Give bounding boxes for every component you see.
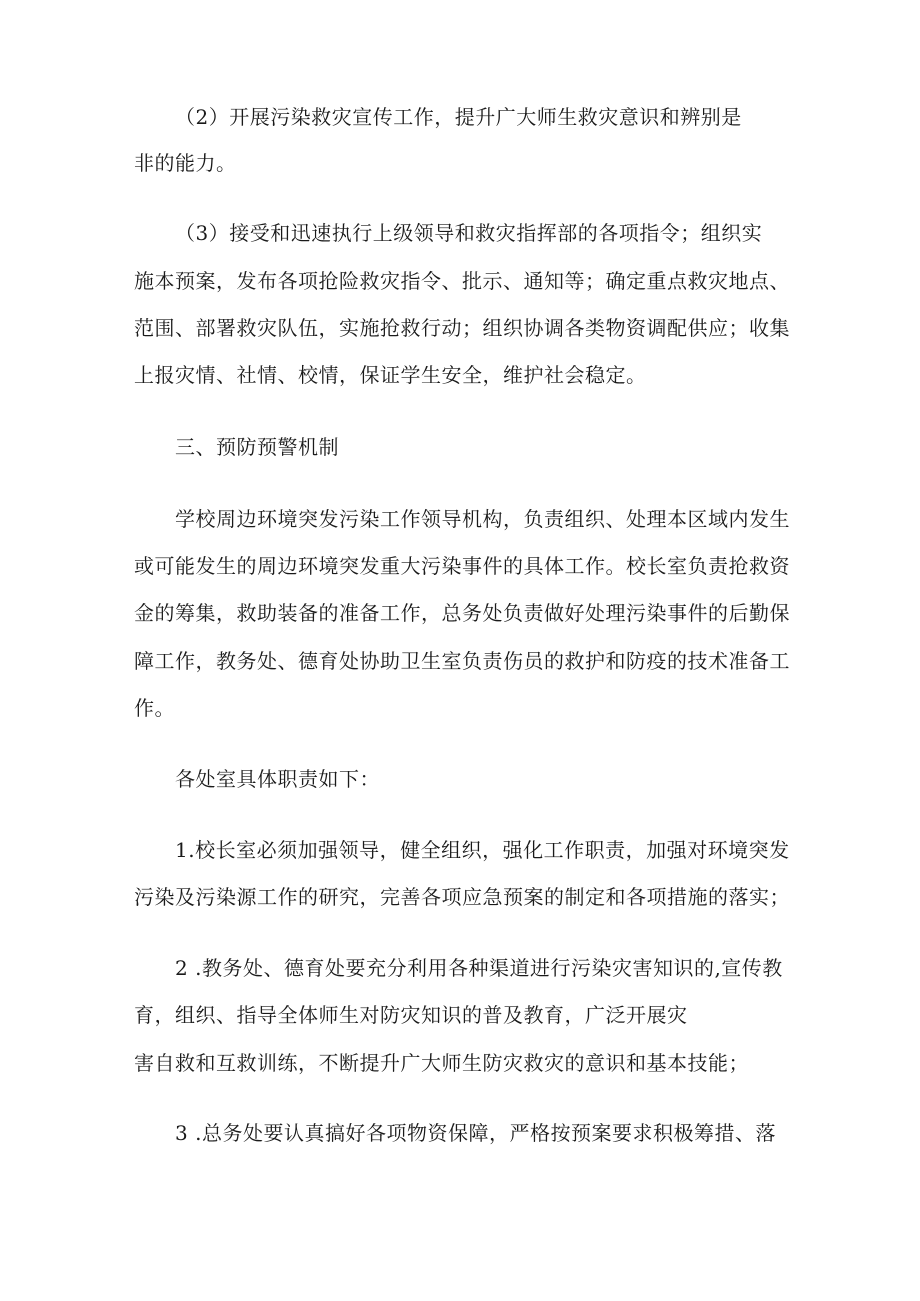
- duties-intro: 各处室具体职责如下：: [175, 767, 380, 791]
- section-heading-3: 三、预防预警机制: [175, 435, 339, 459]
- paragraph-2-line-2: 非的能力。: [134, 151, 237, 175]
- duty-2-line-3: 害自救和互救训练，不断提升广大师生防灾救灾的意识和基本技能；: [134, 1051, 749, 1075]
- paragraph-3-line-1: （3）接受和迅速执行上级领导和救灾指挥部的各项指令；组织实: [175, 221, 763, 245]
- paragraph-3-line-3: 范围、部署救灾队伍，实施抢救行动；组织协调各类物资调配供应；收集: [134, 316, 790, 340]
- paragraph-3-line-2: 施本预案，发布各项抢险救灾指令、批示、通知等；确定重点救灾地点、: [134, 269, 790, 293]
- paragraph-3-line-4: 上报灾情、社情、校情，保证学生安全，维护社会稳定。: [134, 363, 647, 387]
- paragraph-body-line-4: 障工作，教务处、德育处协助卫生室负责伤员的救护和防疫的技术准备工: [134, 649, 790, 673]
- paragraph-2-line-1: （2）开展污染救灾宣传工作，提升广大师生救灾意识和辨别是: [175, 105, 742, 129]
- paragraph-body-line-2: 或可能发生的周边环境突发重大污染事件的具体工作。校长室负责抢救资: [134, 554, 790, 578]
- duty-3-line-1: 3 .总务处要认真搞好各项物资保障，严格按预案要求积极筹措、落: [175, 1121, 776, 1145]
- duty-2-line-1: 2 .教务处、德育处要充分利用各种渠道进行污染灾害知识的,宣传教: [175, 956, 783, 980]
- paragraph-body-line-3: 金的筹集，救助装备的准备工作，总务处负责做好处理污染事件的后勤保: [134, 601, 790, 625]
- duty-1-line-1: 1.校长室必须加强领导，健全组织，强化工作职责，加强对环境突发: [175, 838, 790, 862]
- duty-1-line-2: 污染及污染源工作的研究，完善各项应急预案的制定和各项措施的落实；: [134, 885, 790, 909]
- duty-2-line-2: 育，组织、指导全体师生对防灾知识的普及教育，广泛开展灾: [134, 1003, 688, 1027]
- paragraph-body-line-1: 学校周边环境突发污染工作领导机构，负责组织、处理本区域内发生: [175, 507, 790, 531]
- paragraph-body-line-5: 作。: [134, 696, 175, 720]
